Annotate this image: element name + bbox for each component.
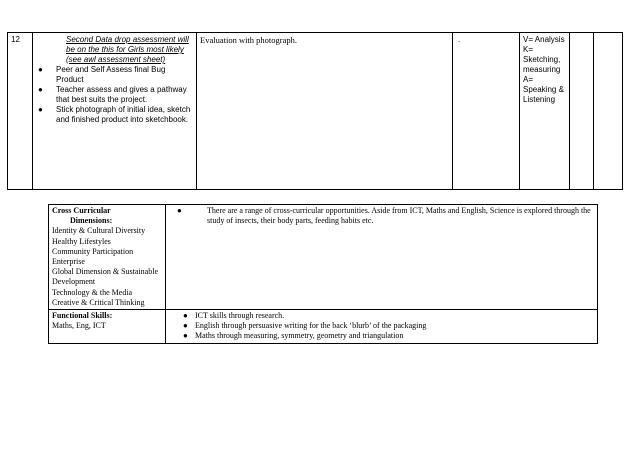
cross-curricular-heading: Cross Curricular: [52, 206, 111, 215]
list-item: ● English through persuasive writing for the back ‘blurb’ of the packaging: [183, 321, 427, 331]
cross-curricular-subheading: Dimensions:: [70, 216, 113, 226]
vak-text: V= Analysis K= Sketching, measuring A= Speaking & Listening: [523, 35, 565, 104]
list-item: ● Maths through measuring, symmetry, geometry and triangulation: [183, 331, 404, 341]
list-item: Healthy Lifestyles: [52, 236, 111, 246]
functional-skills-list: [169, 311, 594, 342]
row-number: 12: [11, 35, 20, 44]
curriculum-table: [48, 204, 598, 344]
cross-curricular-label-cell: [49, 205, 166, 310]
list-item: Community Participation: [52, 246, 134, 256]
bullet-icon: ●: [38, 65, 43, 74]
list-item: Enterprise: [52, 257, 85, 267]
bullet-icon: ●: [183, 311, 188, 321]
list-item: ● Stick photograph of initial idea, sketch and finished product into sketchbook.: [38, 105, 191, 124]
list-item: Creative & Critical Thinking: [52, 297, 145, 307]
cross-curricular-row: [49, 205, 598, 310]
lesson-row: [8, 33, 623, 190]
empty-cell: [594, 33, 623, 190]
cross-curricular-description: ● There are a range of cross-curricular opportunities. Aside from ICT, Maths and English, Science is explored through the study of insects, their body parts, feeding habits etc.: [177, 206, 591, 226]
list-item: ● ICT skills through research.: [183, 311, 285, 321]
lesson-plan-row-table: [7, 32, 623, 190]
bullet-icon: ●: [38, 105, 43, 114]
bullet-icon: ●: [177, 206, 182, 215]
empty-cell: [570, 33, 594, 190]
list-item: Technology & the Media: [52, 287, 133, 297]
list-item: Global Dimension & Sustainable Development: [52, 267, 158, 287]
evaluation-text: Evaluation with photograph.: [200, 35, 298, 45]
dot-cell: [453, 33, 520, 190]
activities-list: [36, 65, 193, 125]
cross-curricular-description-cell: [166, 205, 598, 310]
vak-cell: [520, 33, 570, 190]
bullet-icon: ●: [183, 331, 188, 341]
list-item: ● Peer and Self Assess final Bug Product: [38, 65, 166, 84]
row-number-cell: [8, 33, 33, 190]
list-item: Identity & Cultural Diversity: [52, 226, 146, 236]
evaluation-cell: [197, 33, 453, 190]
activities-cell: [33, 33, 197, 190]
functional-skills-row: [49, 310, 598, 344]
bullet-icon: ●: [183, 321, 188, 331]
functional-skills-subjects: Maths, Eng, ICT: [52, 321, 106, 331]
functional-skills-list-cell: [166, 310, 598, 344]
data-drop-note: Second Data drop assessment will be on the this for Girls most likely (see awl assessment sheet): [66, 35, 189, 64]
functional-skills-heading: Functional Skills:: [52, 311, 113, 321]
functional-skills-label-cell: [49, 310, 166, 344]
list-item: ● Teacher assess and gives a pathway that best suits the project.: [38, 85, 187, 104]
bullet-icon: ●: [38, 85, 43, 94]
dot-text: .: [458, 35, 461, 44]
